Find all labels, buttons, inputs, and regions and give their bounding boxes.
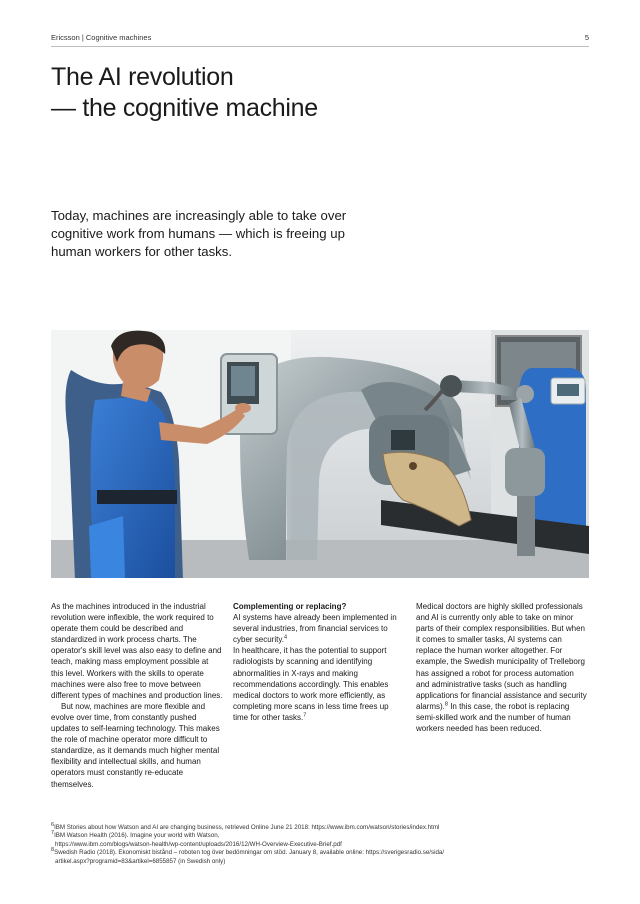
column-3-paragraph-2-text: In this case, the robot is replacing semi-skilled work and the number of human workers needed has been reduced. xyxy=(416,701,571,734)
column-3 xyxy=(416,601,588,734)
footnote-ref: 4 xyxy=(283,634,288,641)
page-title xyxy=(51,62,451,124)
footnote-8 xyxy=(51,849,589,857)
footnote-mark: 7 xyxy=(51,830,55,837)
header-divider xyxy=(51,46,589,47)
running-header xyxy=(51,33,589,45)
column-2-paragraph-2-text: In healthcare, it has the potential to support radiologists by scanning and identifying abnormalities in X-rays and making recommendations accordingly. This enables medical doctors to work more efficiently, as completing more scans in less time frees up time for other tasks. xyxy=(233,646,389,722)
footnote-6-text: IBM Stories about how Watson and AI are changing business, retrieved Online June 21 2018: https://www.ibm.com/watson/stories/index.html xyxy=(54,824,440,831)
column-1 xyxy=(51,601,223,790)
column-3-paragraph-1-text: Medical doctors are highly skilled professionals and AI is currently only able to take on minor parts of their complex responsibilities. But when it comes to smaller tasks, AI systems can replace the human worker altogether. For example, the Swedish municipality of Trelleborg has assigned a robot for process automation and administrative tasks (such as handling applications for financial assistance and security alarms). xyxy=(416,602,587,711)
title-line-1: The AI revolution xyxy=(51,63,234,91)
footnote-mark: 8 xyxy=(51,847,55,854)
footnote-8-text: Swedish Radio (2018). Ekonomiskt bistånd – roboten tog över bedömningar om stöd. January 8, available online: https://sverigesradio.se/sida/ xyxy=(54,849,445,857)
footnote-ref: 7 xyxy=(303,712,307,719)
column-2-paragraph-1 xyxy=(233,612,403,645)
lede-paragraph xyxy=(51,207,381,261)
body-columns xyxy=(51,601,589,816)
robot-scanner-illustration xyxy=(51,330,589,578)
footnote-ref: 8 xyxy=(444,701,448,708)
title-line-2: — the cognitive machine xyxy=(51,94,318,122)
footnotes xyxy=(51,821,589,866)
footnote-7 xyxy=(51,832,589,840)
footnote-mark: 6 xyxy=(51,821,55,828)
column-2-paragraph-1-text: AI systems have already been implemented in several industries, from financial services to cyber security. xyxy=(233,613,397,645)
column-2 xyxy=(233,601,403,723)
column-2-paragraph-2 xyxy=(233,645,403,723)
lede-line-1: Today, machines are increasingly able to take over xyxy=(51,208,347,223)
lede-line-2: cognitive work from humans — which is freeing up xyxy=(51,226,345,241)
column-3-paragraph xyxy=(416,601,588,734)
footnote-7-text: IBM Watson Health (2016). Imagine your world with Watson, xyxy=(54,832,220,840)
footnote-8-link[interactable]: artikel.aspx?programid=83&artikel=6855857 (in Swedish only) xyxy=(55,857,226,865)
document-section-label: Ericsson | Cognitive machines xyxy=(51,33,152,42)
column-1-paragraph-1: As the machines introduced in the industrial revolution were inflexible, the work required to operate them could be described and standardized in work process charts. The operator's skill level was also easy to define and teach, making mass employment possible at this level. Workers with the skills to operate machines were also free to move between different types of machines and production lines. xyxy=(51,602,223,700)
footnote-7-link[interactable]: https://www.ibm.com/blogs/watson-health/wp-content/uploads/2016/12/WH-Overview-Executive-Brief.pdf xyxy=(55,840,342,848)
lede-line-3: human workers for other tasks. xyxy=(51,244,233,259)
section-heading-complementing: Complementing or replacing? xyxy=(233,602,347,611)
hero-photo xyxy=(51,330,589,578)
page-number: 5 xyxy=(584,33,589,42)
column-1-paragraph-2: But now, machines are more flexible and evolve over time, from constantly pushed updates to self-learning technology. This makes the role of machine operator more difficult to standardize, as it demands much higher mental flexibility and intellectual skills, and human operators must constantly re-educate themselves. xyxy=(51,701,220,789)
